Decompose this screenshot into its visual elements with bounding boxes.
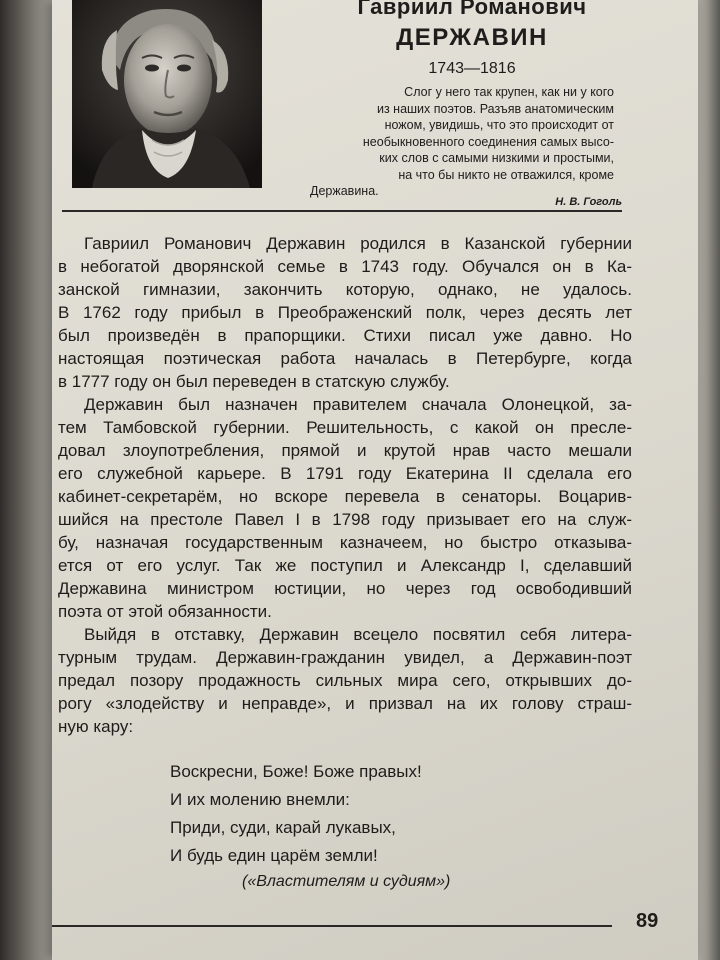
text-line: поэта от этой обязанности. <box>58 602 272 621</box>
text-line: В 1762 году прибыл в Преображенский полк, через десять лет <box>58 303 632 322</box>
text-line: шийся на престоле Павел I в 1798 году призывает его на служ- <box>58 510 632 529</box>
text-line: в 1777 году он был переведен в статскую службу. <box>58 372 450 391</box>
text-line: предал позору продажность сильных мира сего, открывших до- <box>58 671 632 690</box>
epigraph <box>284 84 614 200</box>
text-line: ную кару: <box>58 717 134 736</box>
footer-line <box>52 925 612 927</box>
text-line: настоящая поэтическая работа началась в Петербурге, когда <box>58 349 632 368</box>
epigraph-line: на что бы никто не отважился, кроме <box>398 167 614 182</box>
epigraph-line: ножом, увидишь, что это происходит от <box>384 118 614 132</box>
page-number: 89 <box>636 910 659 932</box>
divider-line <box>62 210 622 212</box>
epigraph-line: ких слов с самыми низкими и простыми, <box>379 151 614 165</box>
text-line: турным трудам. Державин-гражданин увидел, а Державин-поэт <box>58 648 632 667</box>
poem-line: И будь един царём земли! <box>170 846 378 865</box>
text-line: был произведён в прапорщики. Стихи писал уже давно. Но <box>58 326 632 345</box>
poem-line: Приди, суди, карай лукавых, <box>170 818 396 837</box>
epigraph-line: необыкновенного соединения самых высо- <box>362 134 614 149</box>
poem-line: Воскресни, Боже! Боже правых! <box>170 762 422 781</box>
text-line: в небогатой дворянской семье в 1743 году. Обучался он в Ка- <box>58 257 632 276</box>
poem-quote <box>170 758 570 870</box>
text-line: ется от его услуг. Так же поступил и Александр I, сделавший <box>58 556 632 575</box>
text-line: рогу «злодейству и неправде», и призвал на их голову страш- <box>58 694 632 713</box>
epigraph-line: из наших поэтов. Разъяв анатомическим <box>376 101 614 116</box>
text-line: Гавриил Романович Державин родился в Казанской губернии <box>84 234 632 253</box>
portrait-image <box>72 0 262 188</box>
portrait-derzhavin <box>72 0 262 188</box>
poem-source: («Властителям и судиям») <box>242 873 451 890</box>
text-line: занской гимназии, закончить которую, однако, не удалось. <box>58 280 632 299</box>
text-line: Выйдя в отставку, Державин всецело посвятил себя литера- <box>84 625 632 644</box>
text-line: его служебной карьере. В 1791 году Екатерина II сделала его <box>58 464 632 483</box>
life-years: 1743—1816 <box>428 60 516 77</box>
text-line: Державин был назначен правителем сначала Олонецкой, за- <box>84 395 632 414</box>
poem-line: И их молению внемли: <box>170 790 350 809</box>
biography-text <box>58 232 632 738</box>
text-line: кабинет-секретарём, но вскоре перевела в сенаторы. Воцарив- <box>58 487 632 506</box>
text-line: бу, назначая государственным казначеем, но быстро отказыва- <box>58 533 632 552</box>
text-line: Державина министром юстиции, но через год освободивший <box>58 579 632 598</box>
epigraph-author: Н. В. Гоголь <box>555 196 622 208</box>
author-name: Гавриил Романович <box>357 0 587 19</box>
book-page <box>52 0 698 960</box>
author-surname: ДЕРЖАВИН <box>396 24 548 51</box>
text-line: довал злоупотребления, прямой и крутой нрав часто мешали <box>58 441 632 460</box>
text-line: тем Тамбовской губернии. Решительность, с какой он пресле- <box>58 418 632 437</box>
epigraph-line: Державина. <box>310 184 379 198</box>
epigraph-line: Слог у него так крупен, как ни у кого <box>404 85 614 99</box>
